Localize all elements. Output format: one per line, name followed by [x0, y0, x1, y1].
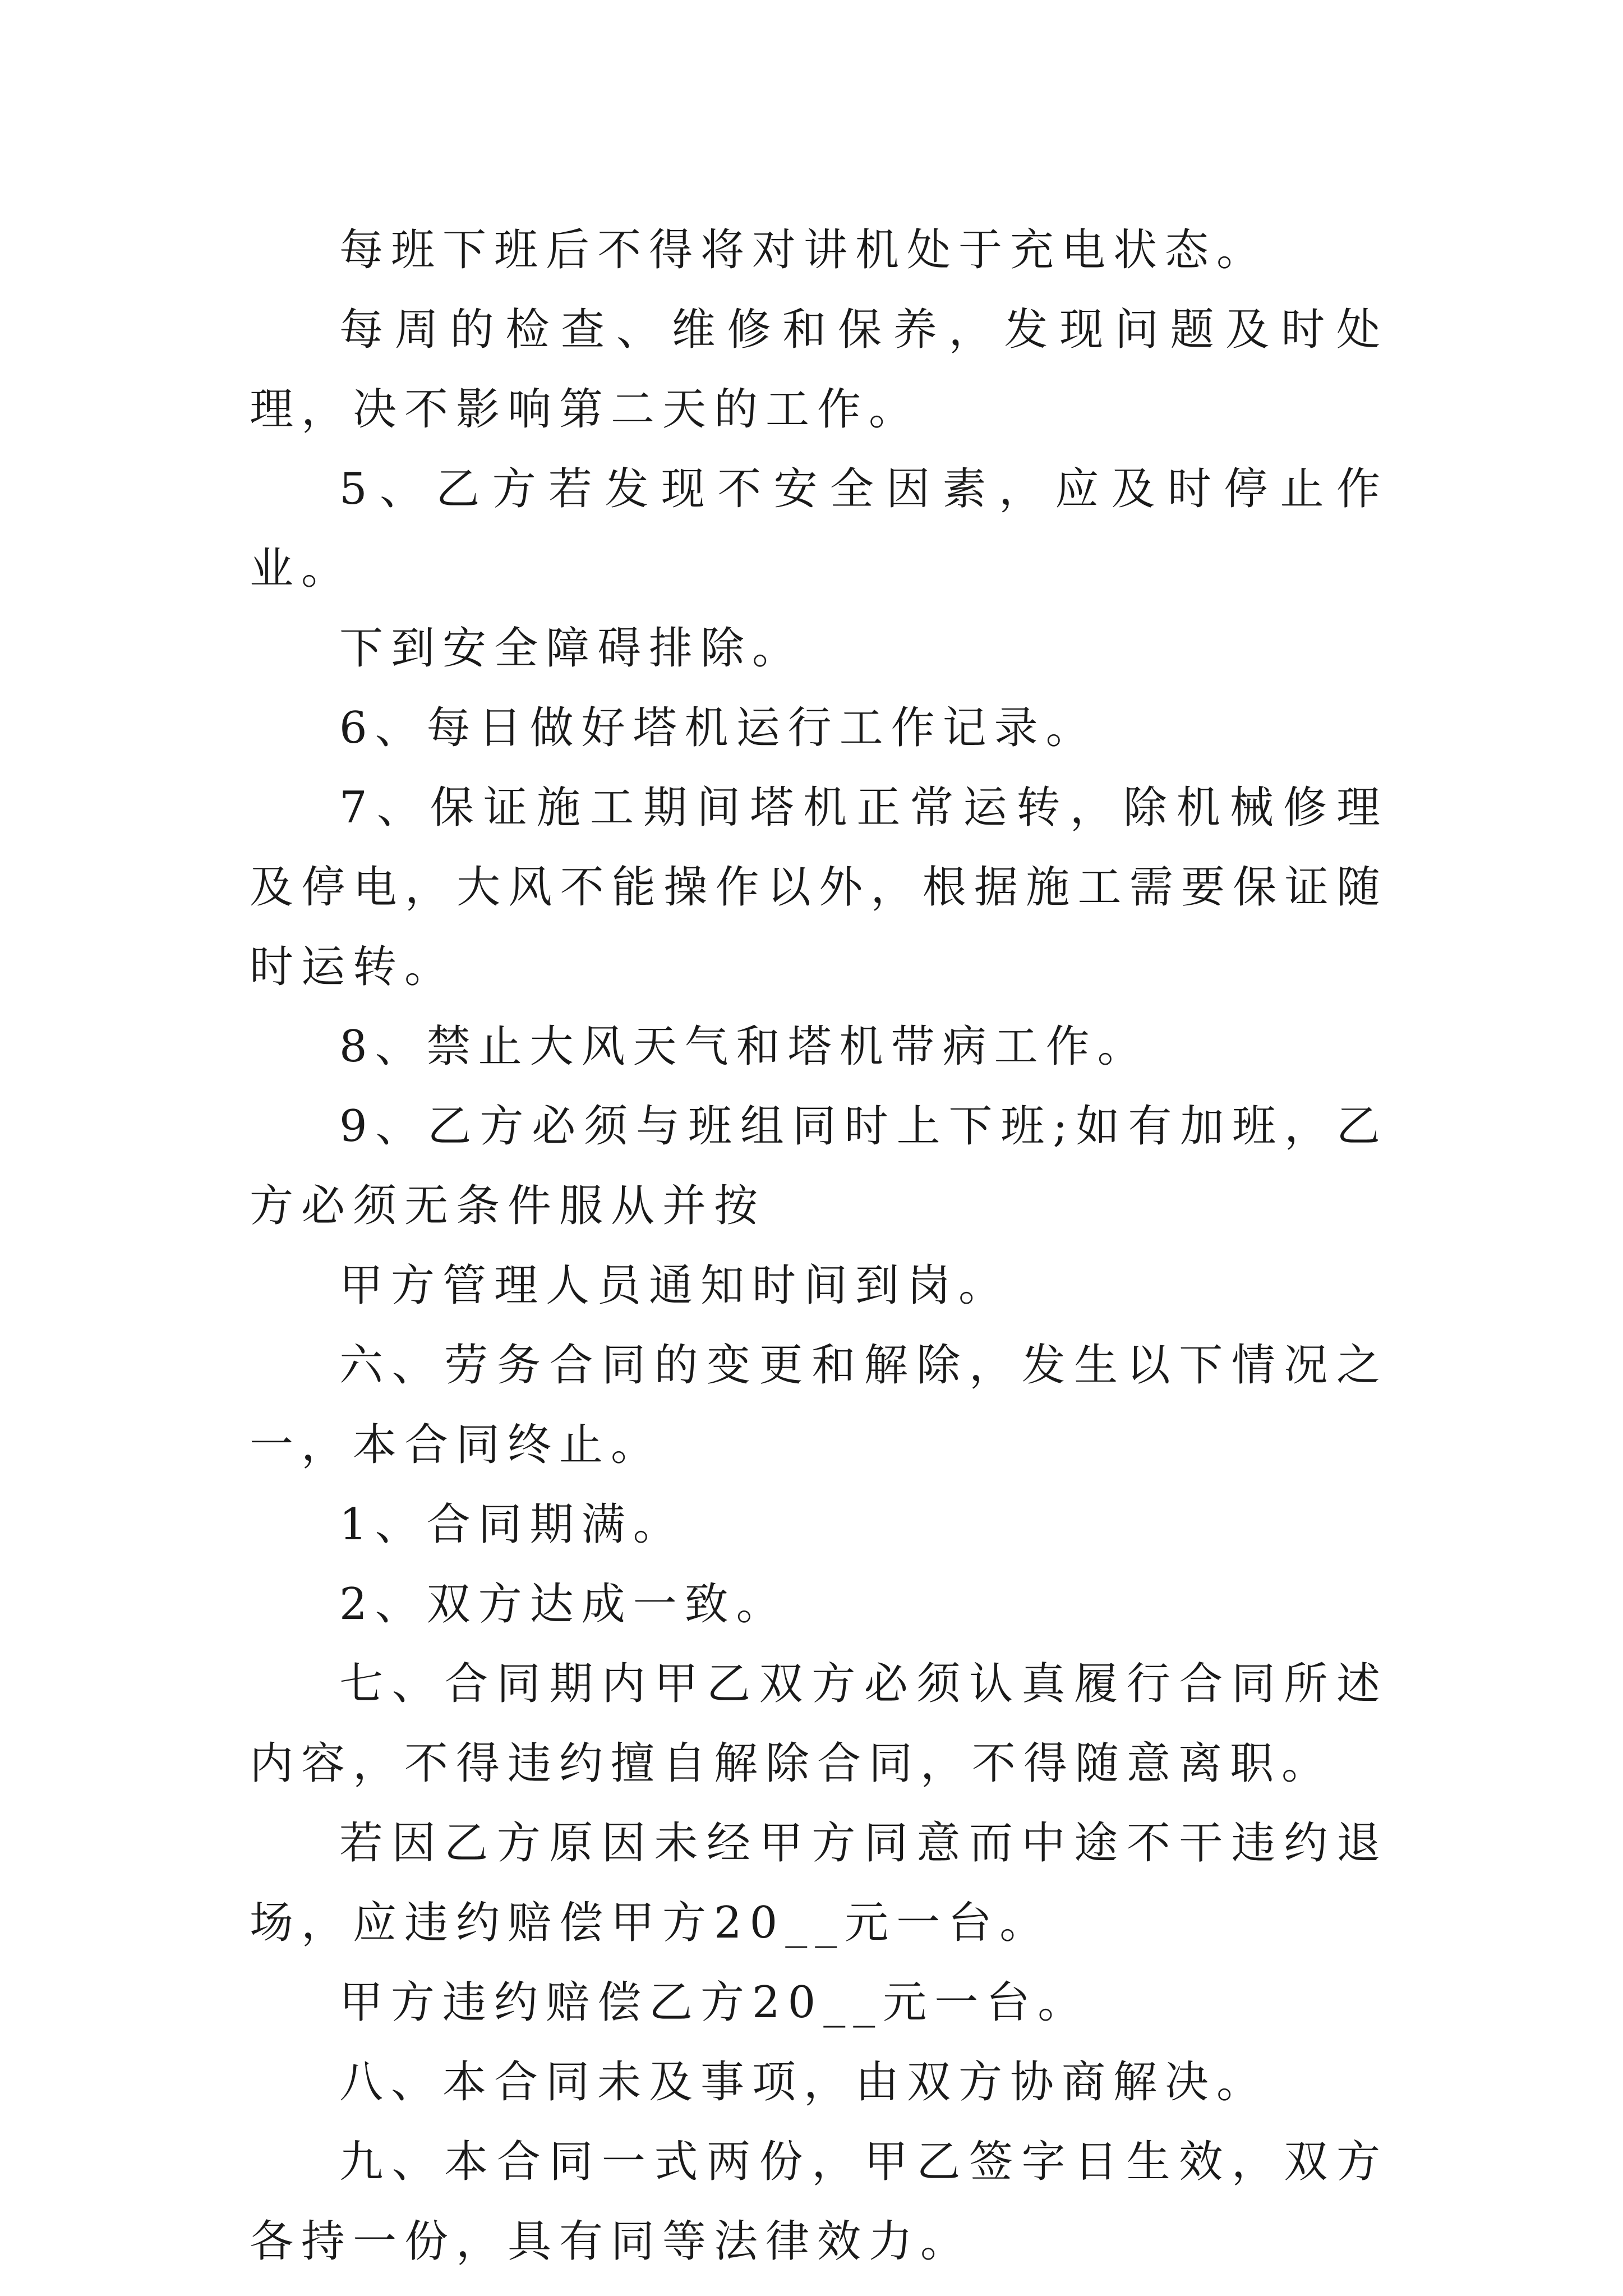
paragraph: 每周的检查、维修和保养，发现问题及时处理，决不影响第二天的工作。 — [250, 305, 1388, 435]
paragraph: 六、劳务合同的变更和解除，发生以下情况之一，本合同终止。 — [250, 1340, 1388, 1470]
paragraph: 8、禁止大风天气和塔机带病工作。 — [339, 1022, 1149, 1072]
document-body — [250, 210, 1388, 2281]
paragraph: 八、本合同未及事项，由双方协商解决。 — [339, 2057, 1269, 2108]
paragraph: 七、合同期内甲乙双方必须认真履行合同所述内容，不得违约擅自解除合同，不得随意离职。 — [250, 1659, 1388, 1789]
paragraph: 7、保证施工期间塔机正常运转，除机械修理及停电，大风不能操作以外，根据施工需要保证随时运转。 — [250, 783, 1388, 992]
paragraph: 9、乙方必须与班组同时上下班;如有加班，乙方必须无条件服从并按 — [250, 1101, 1388, 1231]
paragraph: 1、合同期满。 — [339, 1499, 685, 1550]
paragraph: 甲方管理人员通知时间到岗。 — [339, 1260, 1011, 1311]
paragraph: 6、每日做好塔机运行工作记录。 — [339, 703, 1098, 753]
paragraph: 每班下班后不得将对讲机处于充电状态。 — [339, 225, 1269, 275]
paragraph: 2、双方达成一致。 — [339, 1579, 788, 1630]
paragraph: 九、本合同一式两份，甲乙签字日生效，双方各持一份，具有同等法律效力。 — [250, 2137, 1388, 2267]
paragraph: 下到安全障碍排除。 — [339, 623, 804, 674]
paragraph: 5、乙方若发现不安全因素，应及时停止作业。 — [250, 464, 1388, 594]
paragraph: 若因乙方原因未经甲方同意而中途不干违约退场，应违约赔偿甲方20__元一台。 — [250, 1818, 1388, 1948]
paragraph: 甲方违约赔偿乙方20__元一台。 — [339, 1977, 1090, 2028]
